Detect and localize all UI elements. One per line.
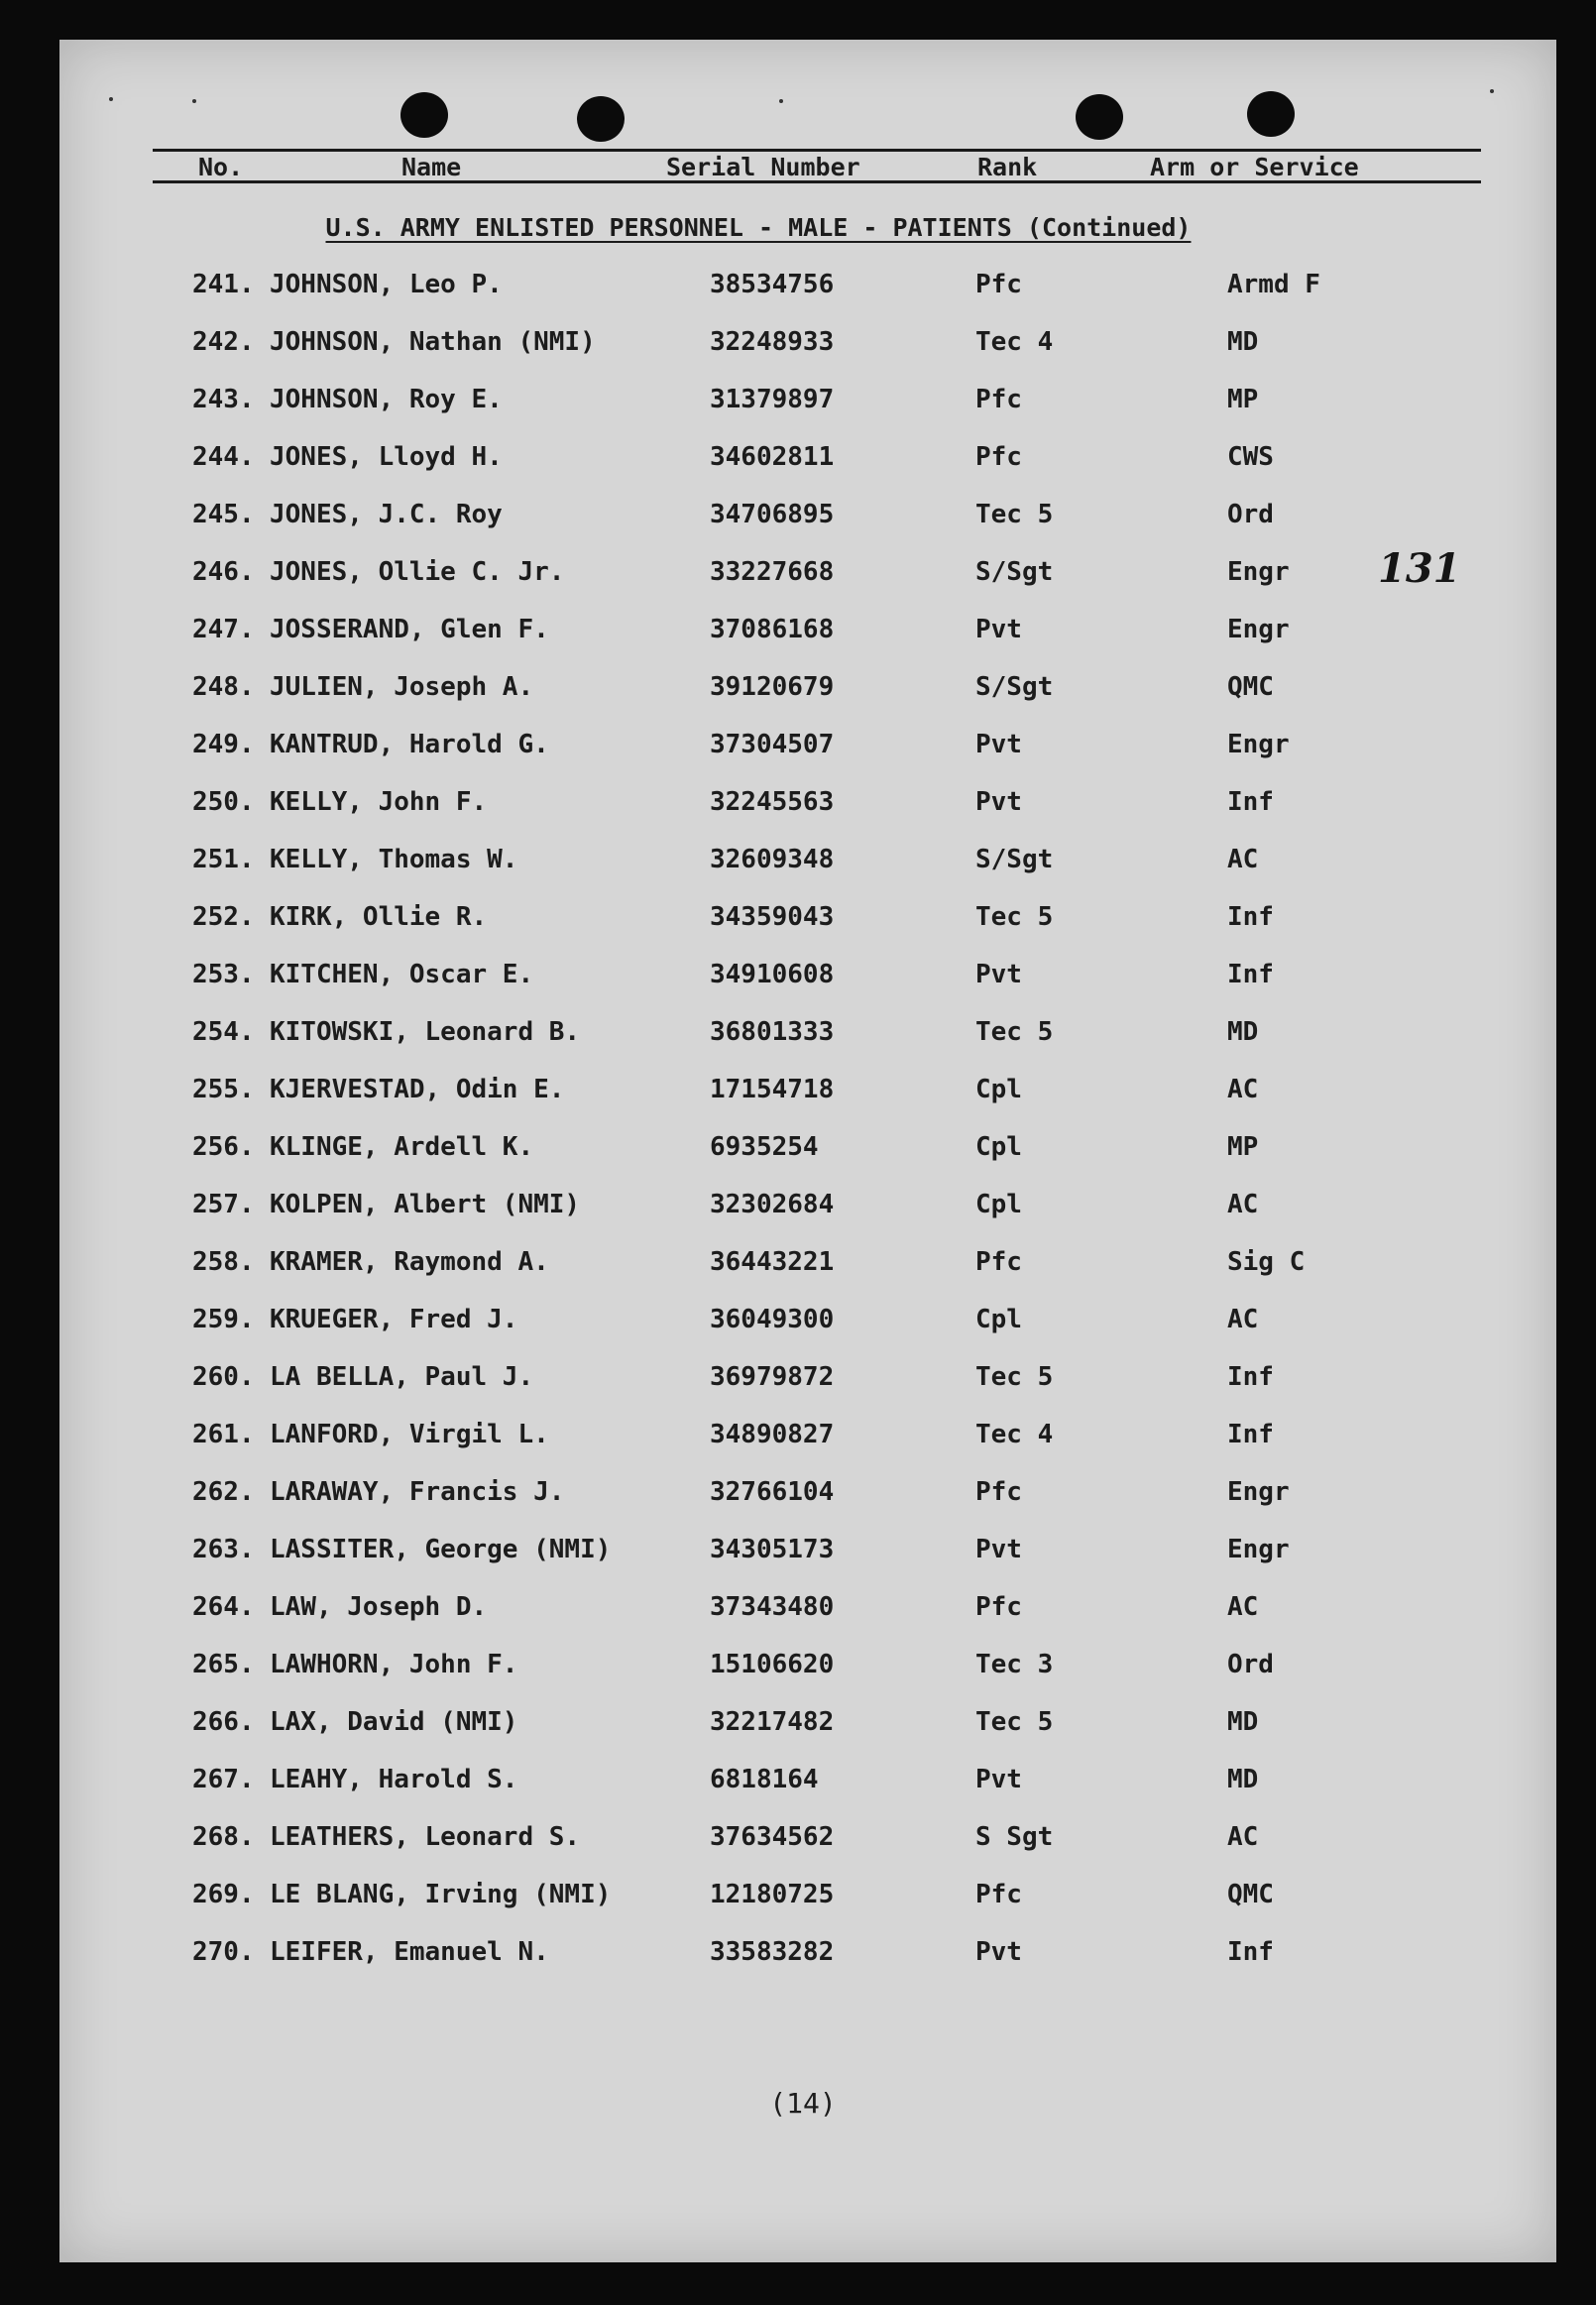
row-number: 255. [192, 1075, 255, 1104]
row-number: 246. [192, 557, 255, 587]
row-name: LA BELLA, Paul J. [270, 1362, 534, 1392]
table-row [59, 1650, 1546, 1689]
table-row [59, 845, 1546, 884]
row-serial-number: 38534756 [710, 270, 835, 299]
speck [192, 99, 196, 103]
row-arm-or-service: AC [1227, 1075, 1259, 1104]
row-name: KLINGE, Ardell K. [270, 1132, 534, 1162]
table-row [59, 442, 1546, 482]
table-row [59, 385, 1546, 424]
table-row [59, 1477, 1546, 1517]
row-name: LEAHY, Harold S. [270, 1765, 518, 1794]
row-rank: Cpl [975, 1305, 1022, 1334]
row-rank: Pfc [975, 442, 1022, 472]
row-rank: Tec 3 [975, 1650, 1054, 1679]
row-serial-number: 32609348 [710, 845, 835, 874]
row-serial-number: 34890827 [710, 1420, 835, 1449]
row-arm-or-service: Armd F [1227, 270, 1320, 299]
row-number: 261. [192, 1420, 255, 1449]
row-name: KRUEGER, Fred J. [270, 1305, 518, 1334]
punch-hole [400, 92, 448, 138]
row-name: LAWHORN, John F. [270, 1650, 518, 1679]
row-serial-number: 34706895 [710, 500, 835, 529]
table-row [59, 902, 1546, 942]
table-row [59, 1247, 1546, 1287]
row-number: 267. [192, 1765, 255, 1794]
row-arm-or-service: Inf [1227, 1362, 1274, 1392]
row-rank: Pvt [975, 615, 1022, 644]
row-name: LAW, Joseph D. [270, 1592, 488, 1622]
row-rank: Tec 4 [975, 1420, 1054, 1449]
row-rank: S/Sgt [975, 672, 1054, 702]
row-arm-or-service: MP [1227, 385, 1259, 414]
table-row [59, 672, 1546, 712]
row-arm-or-service: MD [1227, 1707, 1259, 1737]
row-rank: Pvt [975, 1535, 1022, 1564]
row-name: KIRK, Ollie R. [270, 902, 488, 932]
column-header-rank: Rank [977, 153, 1038, 181]
table-row [59, 500, 1546, 539]
row-name: KELLY, John F. [270, 787, 488, 817]
row-serial-number: 37086168 [710, 615, 835, 644]
table-row [59, 557, 1546, 597]
row-serial-number: 36801333 [710, 1017, 835, 1047]
row-arm-or-service: AC [1227, 845, 1259, 874]
row-serial-number: 34359043 [710, 902, 835, 932]
row-arm-or-service: Sig C [1227, 1247, 1306, 1277]
row-rank: Pfc [975, 1880, 1022, 1909]
row-serial-number: 36049300 [710, 1305, 835, 1334]
section-title: U.S. ARMY ENLISTED PERSONNEL - MALE - PATIENTS (Continued) [325, 213, 1192, 242]
table-row [59, 1132, 1546, 1172]
row-rank: Pfc [975, 1477, 1022, 1507]
row-number: 259. [192, 1305, 255, 1334]
row-serial-number: 37634562 [710, 1822, 835, 1852]
row-number: 241. [192, 270, 255, 299]
row-rank: Pfc [975, 270, 1022, 299]
row-serial-number: 6935254 [710, 1132, 819, 1162]
row-serial-number: 17154718 [710, 1075, 835, 1104]
row-arm-or-service: QMC [1227, 672, 1274, 702]
row-arm-or-service: Inf [1227, 902, 1274, 932]
speck [779, 99, 783, 103]
row-rank: Pvt [975, 1765, 1022, 1794]
row-arm-or-service: MP [1227, 1132, 1259, 1162]
row-name: JOHNSON, Leo P. [270, 270, 503, 299]
table-row [59, 1420, 1546, 1459]
row-arm-or-service: AC [1227, 1190, 1259, 1219]
row-name: KITCHEN, Oscar E. [270, 960, 534, 989]
row-arm-or-service: Inf [1227, 1420, 1274, 1449]
document-page [59, 40, 1556, 2262]
row-arm-or-service: AC [1227, 1592, 1259, 1622]
row-number: 248. [192, 672, 255, 702]
row-arm-or-service: Engr [1227, 615, 1290, 644]
row-rank: Pvt [975, 730, 1022, 759]
row-serial-number: 33583282 [710, 1937, 835, 1967]
row-rank: Pfc [975, 1247, 1022, 1277]
row-number: 258. [192, 1247, 255, 1277]
row-serial-number: 6818164 [710, 1765, 819, 1794]
row-number: 245. [192, 500, 255, 529]
row-serial-number: 32302684 [710, 1190, 835, 1219]
row-number: 260. [192, 1362, 255, 1392]
row-name: JOHNSON, Nathan (NMI) [270, 327, 596, 357]
row-rank: Tec 5 [975, 1017, 1054, 1047]
row-number: 263. [192, 1535, 255, 1564]
row-arm-or-service: Engr [1227, 1535, 1290, 1564]
row-serial-number: 32248933 [710, 327, 835, 357]
header-rule-top [153, 149, 1481, 152]
row-number: 253. [192, 960, 255, 989]
row-number: 251. [192, 845, 255, 874]
row-name: LAX, David (NMI) [270, 1707, 518, 1737]
row-rank: S Sgt [975, 1822, 1054, 1852]
row-name: LEIFER, Emanuel N. [270, 1937, 549, 1967]
row-number: 244. [192, 442, 255, 472]
table-row [59, 1362, 1546, 1402]
row-rank: Tec 5 [975, 1362, 1054, 1392]
row-number: 247. [192, 615, 255, 644]
row-serial-number: 36979872 [710, 1362, 835, 1392]
row-rank: S/Sgt [975, 845, 1054, 874]
row-arm-or-service: Inf [1227, 1937, 1274, 1967]
row-number: 249. [192, 730, 255, 759]
row-number: 256. [192, 1132, 255, 1162]
row-rank: Pfc [975, 1592, 1022, 1622]
row-arm-or-service: Inf [1227, 960, 1274, 989]
column-header-arm: Arm or Service [1150, 153, 1359, 181]
row-name: JONES, Lloyd H. [270, 442, 503, 472]
row-name: KANTRUD, Harold G. [270, 730, 549, 759]
margin-stamp-number: 131 [1378, 545, 1461, 592]
row-name: LARAWAY, Francis J. [270, 1477, 565, 1507]
row-arm-or-service: AC [1227, 1822, 1259, 1852]
table-row [59, 1707, 1546, 1747]
row-arm-or-service: MD [1227, 1017, 1259, 1047]
row-serial-number: 39120679 [710, 672, 835, 702]
row-rank: Cpl [975, 1075, 1022, 1104]
row-serial-number: 15106620 [710, 1650, 835, 1679]
row-serial-number: 34910608 [710, 960, 835, 989]
row-arm-or-service: Engr [1227, 557, 1290, 587]
table-row [59, 1880, 1546, 1919]
row-serial-number: 33227668 [710, 557, 835, 587]
row-number: 257. [192, 1190, 255, 1219]
row-number: 266. [192, 1707, 255, 1737]
row-name: JONES, Ollie C. Jr. [270, 557, 565, 587]
row-serial-number: 37343480 [710, 1592, 835, 1622]
table-row [59, 615, 1546, 654]
row-arm-or-service: Engr [1227, 730, 1290, 759]
row-rank: Pvt [975, 1937, 1022, 1967]
table-row [59, 1305, 1546, 1344]
row-name: JOSSERAND, Glen F. [270, 615, 549, 644]
row-rank: Tec 5 [975, 1707, 1054, 1737]
row-serial-number: 12180725 [710, 1880, 835, 1909]
punch-hole [1247, 91, 1295, 137]
row-rank: Cpl [975, 1190, 1022, 1219]
row-serial-number: 32245563 [710, 787, 835, 817]
row-number: 254. [192, 1017, 255, 1047]
table-row [59, 1017, 1546, 1057]
table-row [59, 730, 1546, 769]
row-serial-number: 34602811 [710, 442, 835, 472]
page-number: (14) [769, 2087, 837, 2120]
row-rank: Pfc [975, 385, 1022, 414]
row-name: KRAMER, Raymond A. [270, 1247, 549, 1277]
table-row [59, 270, 1546, 309]
row-name: LEATHERS, Leonard S. [270, 1822, 581, 1852]
table-row [59, 1190, 1546, 1229]
row-rank: S/Sgt [975, 557, 1054, 587]
row-serial-number: 31379897 [710, 385, 835, 414]
row-arm-or-service: Inf [1227, 787, 1274, 817]
table-row [59, 1592, 1546, 1632]
table-row [59, 327, 1546, 367]
row-rank: Tec 4 [975, 327, 1054, 357]
row-arm-or-service: MD [1227, 1765, 1259, 1794]
table-row [59, 1075, 1546, 1114]
row-name: LANFORD, Virgil L. [270, 1420, 549, 1449]
row-number: 252. [192, 902, 255, 932]
row-arm-or-service: MD [1227, 327, 1259, 357]
row-rank: Pvt [975, 787, 1022, 817]
column-header-serial: Serial Number [666, 153, 860, 181]
table-row [59, 1822, 1546, 1862]
row-arm-or-service: CWS [1227, 442, 1274, 472]
row-rank: Tec 5 [975, 500, 1054, 529]
table-row [59, 1535, 1546, 1574]
row-number: 242. [192, 327, 255, 357]
row-name: KELLY, Thomas W. [270, 845, 518, 874]
row-rank: Cpl [975, 1132, 1022, 1162]
row-number: 265. [192, 1650, 255, 1679]
row-serial-number: 32766104 [710, 1477, 835, 1507]
table-row [59, 960, 1546, 999]
row-name: LE BLANG, Irving (NMI) [270, 1880, 612, 1909]
row-arm-or-service: Ord [1227, 1650, 1274, 1679]
row-rank: Tec 5 [975, 902, 1054, 932]
speck [1490, 89, 1494, 93]
row-arm-or-service: Engr [1227, 1477, 1290, 1507]
row-name: KITOWSKI, Leonard B. [270, 1017, 581, 1047]
row-number: 264. [192, 1592, 255, 1622]
row-number: 268. [192, 1822, 255, 1852]
row-number: 262. [192, 1477, 255, 1507]
row-number: 243. [192, 385, 255, 414]
punch-hole [577, 96, 625, 142]
row-serial-number: 36443221 [710, 1247, 835, 1277]
row-name: JOHNSON, Roy E. [270, 385, 503, 414]
row-arm-or-service: Ord [1227, 500, 1274, 529]
table-row [59, 1937, 1546, 1977]
row-number: 270. [192, 1937, 255, 1967]
row-number: 250. [192, 787, 255, 817]
column-header-no: No. [198, 153, 244, 181]
row-name: KJERVESTAD, Odin E. [270, 1075, 565, 1104]
row-rank: Pvt [975, 960, 1022, 989]
column-header-name: Name [401, 153, 462, 181]
row-name: LASSITER, George (NMI) [270, 1535, 612, 1564]
table-row [59, 787, 1546, 827]
row-name: JONES, J.C. Roy [270, 500, 503, 529]
row-name: KOLPEN, Albert (NMI) [270, 1190, 581, 1219]
row-serial-number: 34305173 [710, 1535, 835, 1564]
speck [109, 97, 113, 101]
row-serial-number: 32217482 [710, 1707, 835, 1737]
row-serial-number: 37304507 [710, 730, 835, 759]
row-name: JULIEN, Joseph A. [270, 672, 534, 702]
punch-hole [1076, 94, 1123, 140]
row-arm-or-service: AC [1227, 1305, 1259, 1334]
table-row [59, 1765, 1546, 1804]
row-arm-or-service: QMC [1227, 1880, 1274, 1909]
row-number: 269. [192, 1880, 255, 1909]
